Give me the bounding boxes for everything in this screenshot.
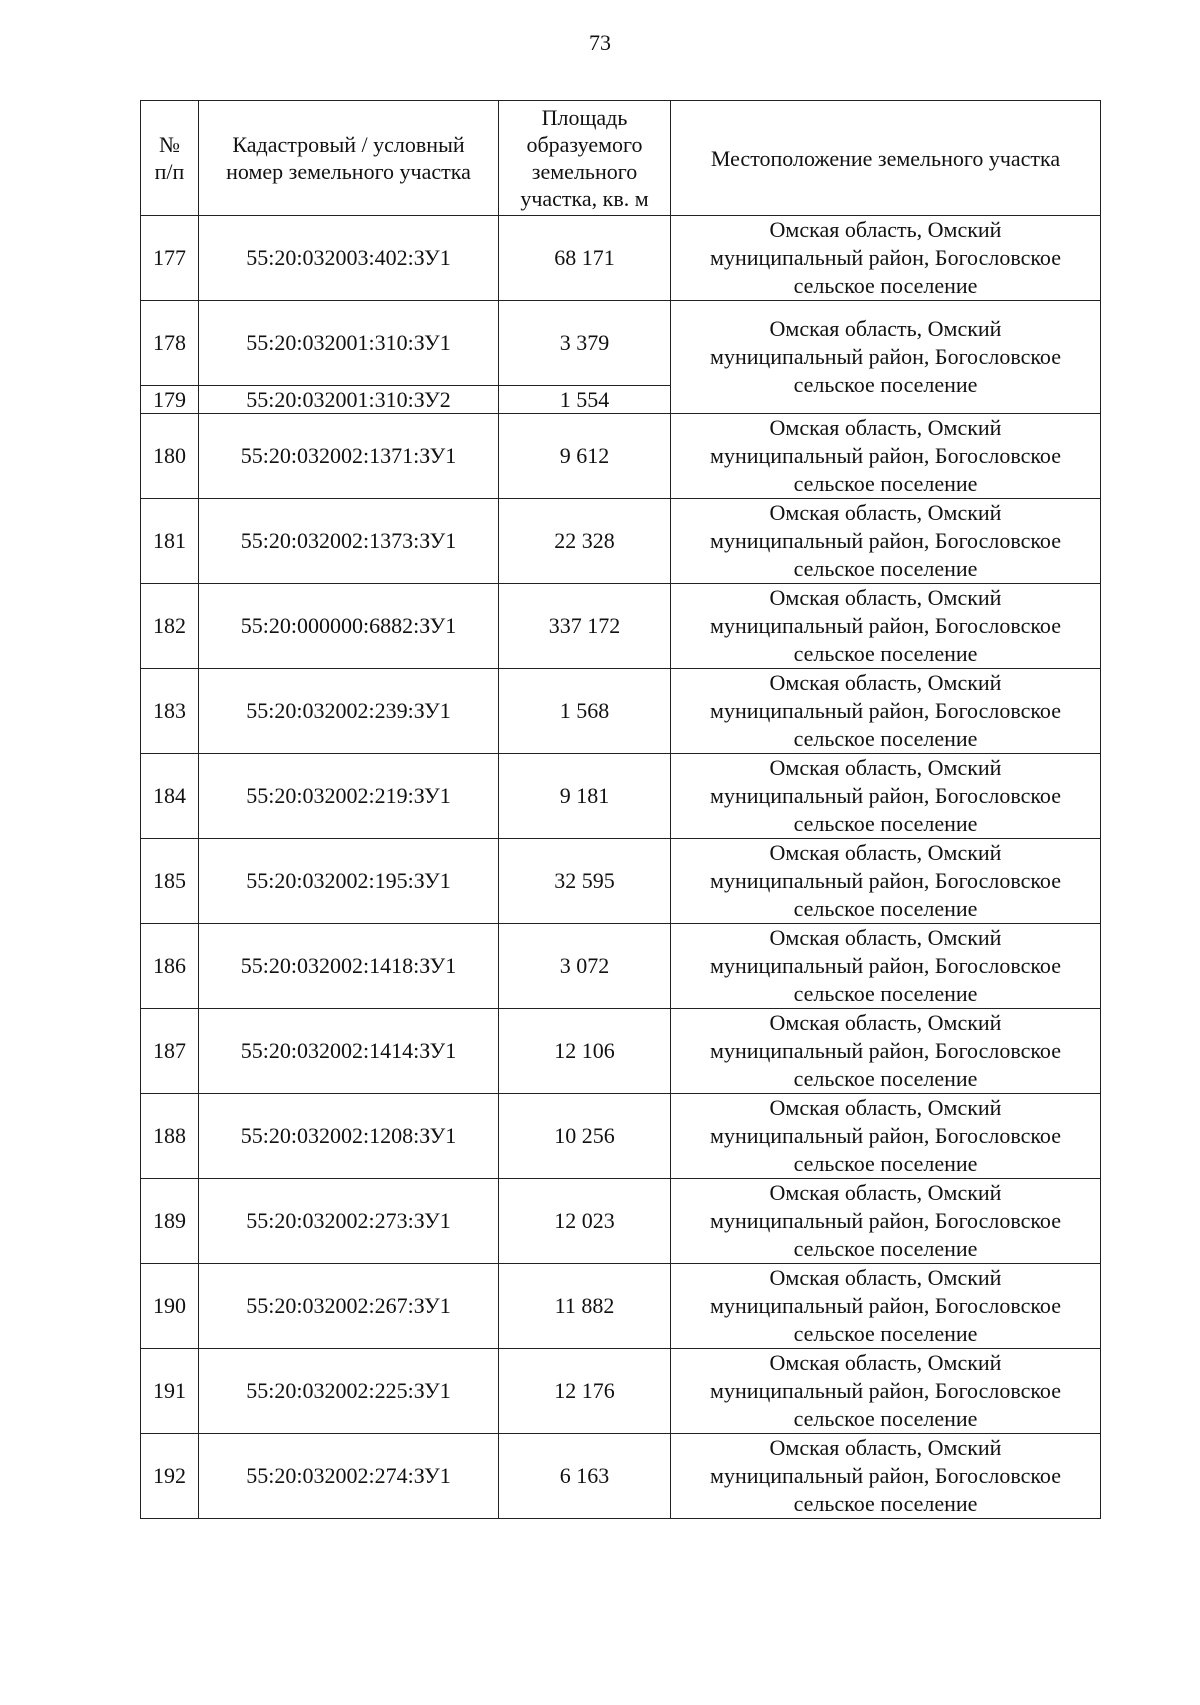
location-line-3: сельское поселение [793, 372, 978, 397]
cell-location [671, 1264, 1101, 1349]
cell-num: 180 [141, 414, 199, 499]
page-number: 73 [589, 30, 611, 55]
location-line-2: муниципальный район, Богословское [710, 868, 1061, 893]
location-line-1: Омская область, Омский [769, 755, 1002, 780]
cell-num: 187 [141, 1009, 199, 1094]
location-line-2: муниципальный район, Богословское [710, 344, 1061, 369]
cell-area: 12 106 [499, 1009, 671, 1094]
cell-location [671, 1009, 1101, 1094]
cell-location [671, 839, 1101, 924]
cell-area: 1 568 [499, 669, 671, 754]
header-num [141, 101, 199, 216]
location-line-2: муниципальный район, Богословское [710, 1463, 1061, 1488]
table-row [141, 754, 1101, 839]
cell-num: 181 [141, 499, 199, 584]
header-num-line-2: п/п [154, 159, 185, 184]
location-line-1: Омская область, Омский [769, 316, 1002, 341]
cell-location [671, 1179, 1101, 1264]
table-row [141, 1264, 1101, 1349]
cell-cadastral: 55:20:032001:310:ЗУ1 [199, 301, 499, 386]
cell-location [671, 216, 1101, 301]
cell-cadastral: 55:20:032002:273:ЗУ1 [199, 1179, 499, 1264]
cell-location [671, 1094, 1101, 1179]
cell-cadastral: 55:20:032002:1208:ЗУ1 [199, 1094, 499, 1179]
cell-location [671, 754, 1101, 839]
cell-num: 192 [141, 1434, 199, 1519]
location-line-2: муниципальный район, Богословское [710, 698, 1061, 723]
cell-cadastral: 55:20:032002:267:ЗУ1 [199, 1264, 499, 1349]
location-line-2: муниципальный район, Богословское [710, 443, 1061, 468]
cell-cadastral: 55:20:032002:195:ЗУ1 [199, 839, 499, 924]
cell-area: 68 171 [499, 216, 671, 301]
location-line-1: Омская область, Омский [769, 670, 1002, 695]
header-area-line-4: участка, кв. м [520, 186, 649, 211]
cell-location [671, 669, 1101, 754]
cell-num: 189 [141, 1179, 199, 1264]
cell-cadastral: 55:20:032002:274:ЗУ1 [199, 1434, 499, 1519]
location-line-3: сельское поселение [793, 1236, 978, 1261]
cell-num: 190 [141, 1264, 199, 1349]
location-line-3: сельское поселение [793, 556, 978, 581]
cell-location [671, 414, 1101, 499]
cell-cadastral: 55:20:032002:219:ЗУ1 [199, 754, 499, 839]
cell-area: 6 163 [499, 1434, 671, 1519]
location-line-2: муниципальный район, Богословское [710, 245, 1061, 270]
cell-num: 188 [141, 1094, 199, 1179]
header-location: Местоположение земельного участка [671, 101, 1101, 216]
location-line-1: Омская область, Омский [769, 1095, 1002, 1120]
land-plots-table-container [140, 100, 1100, 1519]
cell-area: 9 181 [499, 754, 671, 839]
cell-area: 1 554 [499, 386, 671, 414]
location-line-2: муниципальный район, Богословское [710, 1038, 1061, 1063]
location-line-1: Омская область, Омский [769, 925, 1002, 950]
cell-num: 182 [141, 584, 199, 669]
location-line-3: сельское поселение [793, 981, 978, 1006]
header-cadastral [199, 101, 499, 216]
location-line-2: муниципальный район, Богословское [710, 1208, 1061, 1233]
location-line-3: сельское поселение [793, 1066, 978, 1091]
cell-area: 10 256 [499, 1094, 671, 1179]
header-cadastral-line-1: Кадастровый / условный [232, 132, 465, 157]
location-line-1: Омская область, Омский [769, 1265, 1002, 1290]
table-header [141, 101, 1101, 216]
table-row [141, 669, 1101, 754]
cell-area: 32 595 [499, 839, 671, 924]
cell-num: 186 [141, 924, 199, 1009]
table-row [141, 301, 1101, 386]
table-row [141, 584, 1101, 669]
header-area-line-2: образуемого [526, 132, 643, 157]
location-line-2: муниципальный район, Богословское [710, 1123, 1061, 1148]
cell-area: 337 172 [499, 584, 671, 669]
cell-location [671, 499, 1101, 584]
location-line-3: сельское поселение [793, 1406, 978, 1431]
table-row [141, 1349, 1101, 1434]
location-line-2: муниципальный район, Богословское [710, 613, 1061, 638]
cell-num: 178 [141, 301, 199, 386]
cell-cadastral: 55:20:032002:1414:ЗУ1 [199, 1009, 499, 1094]
cell-area: 3 072 [499, 924, 671, 1009]
header-area-line-1: Площадь [541, 105, 628, 130]
cell-location [671, 584, 1101, 669]
table-row [141, 1434, 1101, 1519]
location-line-1: Омская область, Омский [769, 1435, 1002, 1460]
location-line-1: Омская область, Омский [769, 585, 1002, 610]
cell-area: 9 612 [499, 414, 671, 499]
location-line-2: муниципальный район, Богословское [710, 1293, 1061, 1318]
location-line-1: Омская область, Омский [769, 840, 1002, 865]
table-row [141, 1009, 1101, 1094]
table-row [141, 839, 1101, 924]
cell-location [671, 1434, 1101, 1519]
table-row [141, 1179, 1101, 1264]
cell-cadastral: 55:20:032002:1418:ЗУ1 [199, 924, 499, 1009]
location-line-3: сельское поселение [793, 1491, 978, 1516]
cell-location [671, 301, 1101, 414]
cell-cadastral: 55:20:000000:6882:ЗУ1 [199, 584, 499, 669]
cell-area: 11 882 [499, 1264, 671, 1349]
location-line-1: Омская область, Омский [769, 415, 1002, 440]
location-line-3: сельское поселение [793, 1321, 978, 1346]
cell-cadastral: 55:20:032002:225:ЗУ1 [199, 1349, 499, 1434]
table-body [141, 216, 1101, 1519]
location-line-2: муниципальный район, Богословское [710, 953, 1061, 978]
cell-num: 191 [141, 1349, 199, 1434]
location-line-3: сельское поселение [793, 273, 978, 298]
location-line-1: Омская область, Омский [769, 1010, 1002, 1035]
location-line-3: сельское поселение [793, 726, 978, 751]
cell-cadastral: 55:20:032002:1371:ЗУ1 [199, 414, 499, 499]
table-row [141, 499, 1101, 584]
location-line-2: муниципальный район, Богословское [710, 783, 1061, 808]
cell-num: 183 [141, 669, 199, 754]
header-num-line-1: № [159, 132, 180, 157]
location-line-1: Омская область, Омский [769, 217, 1002, 242]
cell-area: 3 379 [499, 301, 671, 386]
location-line-3: сельское поселение [793, 896, 978, 921]
cell-cadastral: 55:20:032002:239:ЗУ1 [199, 669, 499, 754]
table-row [141, 924, 1101, 1009]
location-line-2: муниципальный район, Богословское [710, 1378, 1061, 1403]
table-row [141, 1094, 1101, 1179]
cell-area: 22 328 [499, 499, 671, 584]
table-row [141, 216, 1101, 301]
cell-num: 179 [141, 386, 199, 414]
header-area [499, 101, 671, 216]
cell-num: 177 [141, 216, 199, 301]
location-line-1: Омская область, Омский [769, 1350, 1002, 1375]
cell-location [671, 924, 1101, 1009]
location-line-2: муниципальный район, Богословское [710, 528, 1061, 553]
cell-area: 12 023 [499, 1179, 671, 1264]
cell-num: 184 [141, 754, 199, 839]
cell-location [671, 1349, 1101, 1434]
header-area-line-3: земельного [531, 159, 638, 184]
location-line-3: сельское поселение [793, 641, 978, 666]
cell-cadastral: 55:20:032003:402:ЗУ1 [199, 216, 499, 301]
cell-num: 185 [141, 839, 199, 924]
land-plots-table [140, 100, 1101, 1519]
location-line-3: сельское поселение [793, 811, 978, 836]
cell-cadastral: 55:20:032001:310:ЗУ2 [199, 386, 499, 414]
location-line-1: Омская область, Омский [769, 1180, 1002, 1205]
table-row [141, 414, 1101, 499]
header-cadastral-line-2: номер земельного участка [226, 159, 471, 184]
location-line-1: Омская область, Омский [769, 500, 1002, 525]
cell-cadastral: 55:20:032002:1373:ЗУ1 [199, 499, 499, 584]
header-row [141, 101, 1101, 216]
cell-area: 12 176 [499, 1349, 671, 1434]
location-line-3: сельское поселение [793, 471, 978, 496]
location-line-3: сельское поселение [793, 1151, 978, 1176]
